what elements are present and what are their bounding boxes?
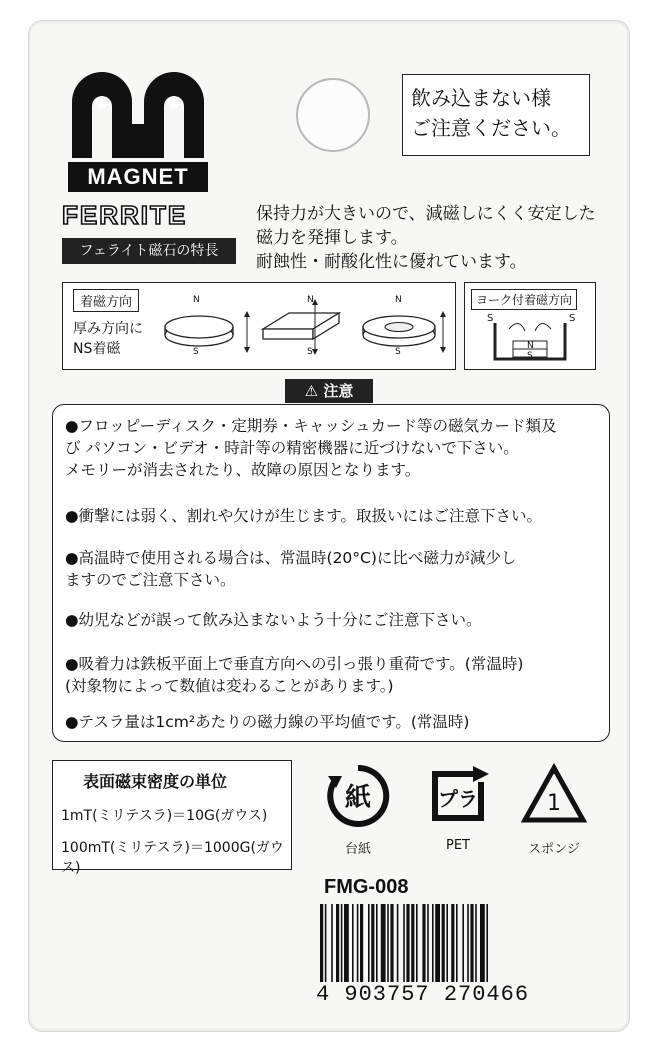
magnetization-diagram xyxy=(62,282,456,370)
magnet-shapes-icon xyxy=(159,289,449,363)
barcode-bar xyxy=(325,904,327,982)
barcode-bar xyxy=(462,904,464,982)
flux-units-box xyxy=(52,760,292,876)
barcode-bar xyxy=(451,904,454,982)
caution-line: ●フロッピーディスク・定期券・キャッシュカード等の磁気カード類及 xyxy=(65,417,557,435)
barcode-bar xyxy=(480,904,485,982)
intro-line: 保持力が大きいので、減磁しにくく安定した xyxy=(256,204,596,224)
barcode-bar xyxy=(357,904,359,982)
north-label: N xyxy=(193,295,200,305)
recycle-mark-paper xyxy=(318,762,398,857)
plastic-recycle-icon xyxy=(423,762,493,830)
caution-item xyxy=(65,505,542,527)
south-label: S xyxy=(307,347,313,357)
barcode-bar xyxy=(432,904,434,982)
yoke-south-label: S xyxy=(487,313,494,324)
magnetization-desc-line: 厚み方向に xyxy=(73,321,143,337)
caution-line: ●吸着力は鉄板平面上で垂直方向への引っ張り重荷です。(常温時) xyxy=(65,655,524,673)
barcode-bar xyxy=(387,904,389,982)
barcode-bar xyxy=(427,904,429,982)
yoke-label: ヨーク付着磁方向 xyxy=(471,289,577,310)
caution-line: ますのでご注意下さい。 xyxy=(65,571,236,589)
barcode-bar xyxy=(435,904,440,982)
intro-line: 耐蝕性・耐酸化性に優れています。 xyxy=(256,252,527,272)
barcode-bar xyxy=(397,904,399,982)
resin-code-text: 1 xyxy=(547,791,561,816)
barcode-bar xyxy=(467,904,469,982)
caution-item xyxy=(65,415,557,481)
magnetization-desc-line: NS着磁 xyxy=(73,341,121,357)
recycle-mark-sponge xyxy=(514,762,594,857)
recycle-caption: PET xyxy=(446,838,470,853)
south-label: S xyxy=(395,347,401,357)
intro-line: 磁力を発揮します。 xyxy=(256,228,408,248)
north-label: N xyxy=(395,295,402,305)
magnet-logo-icon xyxy=(68,62,208,162)
barcode-bar xyxy=(422,904,425,982)
south-label: S xyxy=(193,347,199,357)
magnetization-desc xyxy=(73,319,143,359)
plastic-mark-text: プラ xyxy=(438,787,478,811)
barcode-number: 4 903757 270466 xyxy=(316,982,578,1007)
barcode-bar xyxy=(411,904,414,982)
warning-triangle-icon: ⚠ xyxy=(304,382,319,400)
caution-heading xyxy=(285,379,373,403)
barcode-bar xyxy=(331,904,333,982)
barcode-bar xyxy=(368,904,370,982)
recycle-mark-plastic xyxy=(418,762,498,853)
barcode-bar xyxy=(470,904,473,982)
caution-line: ●幼児などが誤って飲み込まないよう十分にご注意下さい。 xyxy=(65,611,482,629)
yoke-south-label: S xyxy=(527,351,533,361)
caution-item xyxy=(65,547,516,591)
magnetization-label: 着磁方向 xyxy=(73,289,139,312)
caution-item xyxy=(65,711,469,733)
barcode-bar xyxy=(475,904,477,982)
caution-line: ●テスラ量は1cm²あたりの磁力線の平均値です。(常温時) xyxy=(65,713,470,731)
barcode-bar xyxy=(406,904,409,982)
paper-recycle-icon xyxy=(324,762,392,830)
barcode-bar xyxy=(320,904,323,982)
barcode-bar xyxy=(442,904,445,982)
north-label: N xyxy=(307,295,314,305)
barcode-bar xyxy=(446,904,448,982)
brand-wordmark: MAGNET xyxy=(68,162,208,192)
unit-conversion-line: 1mT(ミリテスラ)＝10G(ガウス) xyxy=(61,808,268,824)
swallow-warning-line: 飲み込まない様 xyxy=(411,86,551,110)
barcode-bar xyxy=(403,904,405,982)
barcode-bar xyxy=(486,904,488,982)
units-title: 表面磁束密度の単位 xyxy=(83,772,228,791)
caution-box xyxy=(52,404,610,742)
resin-code-icon xyxy=(519,762,589,830)
barcode-bar xyxy=(381,904,386,982)
caution-heading-text: 注意 xyxy=(323,382,354,400)
caution-line: (対象物によって数値は変わることがあります。) xyxy=(65,677,394,695)
recycle-caption: 台紙 xyxy=(344,842,371,857)
caution-line: び パソコン・ビデオ・時計等の精密機器に近づけないで下さい。 xyxy=(65,439,519,457)
barcode-bar xyxy=(336,904,339,982)
recycle-caption: スポンジ xyxy=(528,842,580,857)
model-number: FMG-008 xyxy=(324,876,409,898)
barcode-bar xyxy=(341,904,343,982)
barcode-bar xyxy=(344,904,349,982)
swallow-warning-line: ご注意ください。 xyxy=(411,116,571,140)
caution-item xyxy=(65,609,482,631)
barcode-bar xyxy=(371,904,374,982)
feature-label: フェライト磁石の特長 xyxy=(62,238,236,264)
intro-text xyxy=(256,202,596,274)
hang-hole xyxy=(296,78,370,152)
caution-line: メモリーが消去されたり、故障の原因となります。 xyxy=(65,461,421,479)
caution-item xyxy=(65,653,523,697)
barcode-bar xyxy=(390,904,393,982)
yoke-south-label: S xyxy=(569,313,576,324)
caution-line: ●高温時で使用される場合は、常温時(20°C)に比べ磁力が減少し xyxy=(65,549,517,567)
swallow-warning-box xyxy=(402,74,590,156)
yoke-diagram xyxy=(464,282,596,370)
barcode-bar xyxy=(416,904,418,982)
yoke-north-label: N xyxy=(527,341,534,351)
ferrite-title: FERRITE xyxy=(62,200,188,230)
caution-line: ●衝撃には弱く、割れや欠けが生じます。取扱いにはご注意下さい。 xyxy=(65,507,542,525)
barcode-bar xyxy=(456,904,458,982)
unit-conversion-line: 100mT(ミリテスラ)＝1000G(ガウス) xyxy=(61,840,284,876)
barcode-bar xyxy=(376,904,378,982)
barcode-bar xyxy=(352,904,354,982)
barcode-bar xyxy=(360,904,363,982)
paper-mark-text: 紙 xyxy=(344,783,372,813)
